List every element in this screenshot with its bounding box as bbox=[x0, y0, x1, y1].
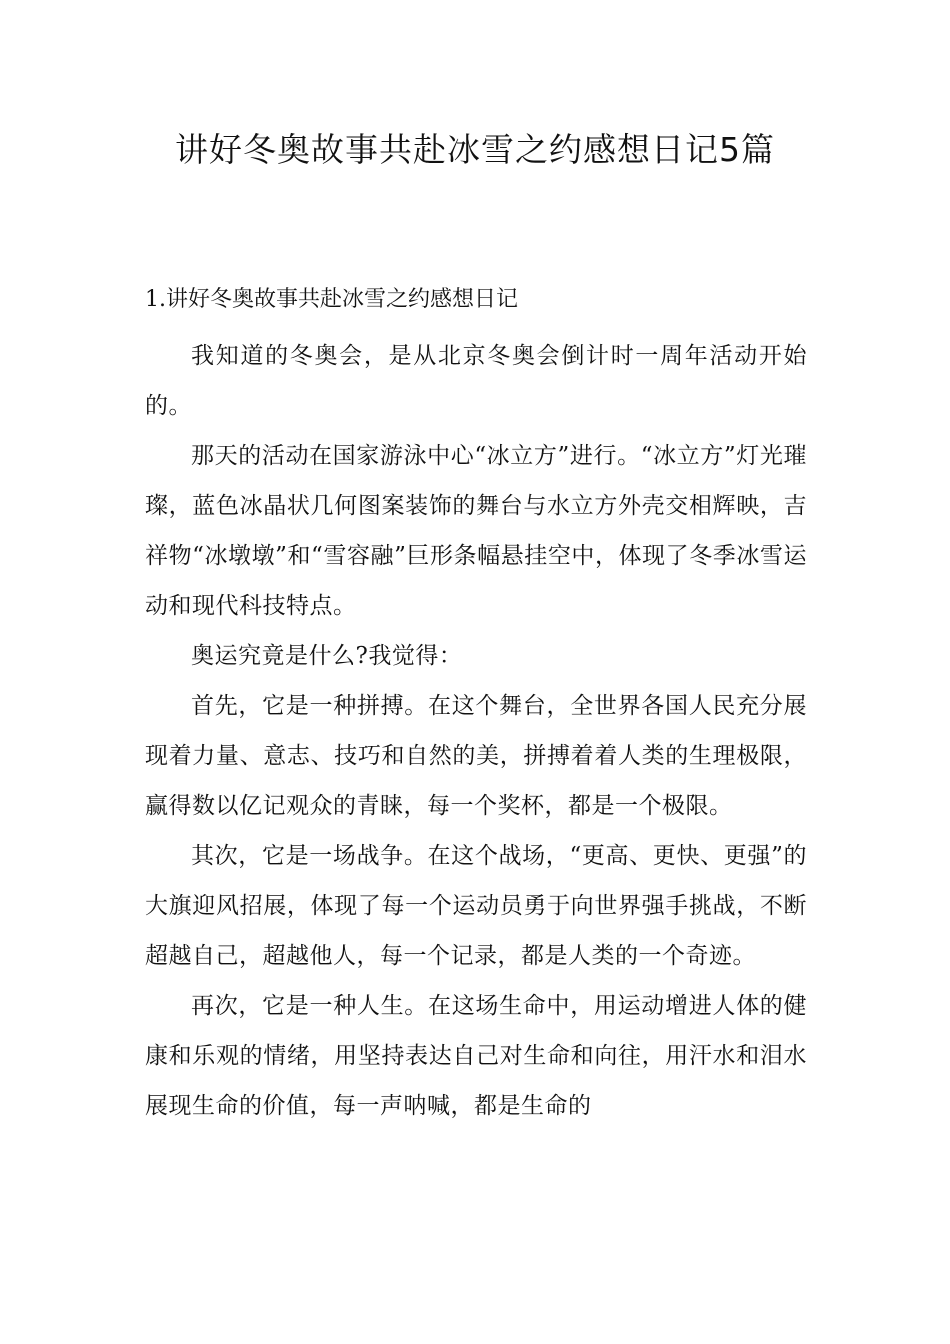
section-heading: 1.讲好冬奥故事共赴冰雪之约感想日记 bbox=[145, 287, 518, 312]
paragraph: 首先，它是一种拼搏。在这个舞台，全世界各国人民充分展现着力量、意志、技巧和自然的美，拼搏着着人类的生理极限，赢得数以亿记观众的青睐，每一个奖杯，都是一个极限。 bbox=[145, 693, 807, 819]
paragraph: 奥运究竟是什么?我觉得： bbox=[191, 643, 463, 669]
paragraph: 我知道的冬奥会，是从北京冬奥会倒计时一周年活动开始的。 bbox=[145, 343, 807, 419]
paragraph: 再次，它是一种人生。在这场生命中，用运动增进人体的健康和乐观的情绪，用坚持表达自己对生命和向往，用汗水和泪水展现生命的价值，每一声呐喊，都是生命的 bbox=[145, 993, 807, 1119]
body-text bbox=[145, 331, 807, 1131]
paragraph: 那天的活动在国家游泳中心“冰立方”进行。“冰立方”灯光璀璨，蓝色冰晶状几何图案装饰的舞台与水立方外壳交相辉映，吉祥物“冰墩墩”和“雪容融”巨形条幅悬挂空中，体现了冬季冰雪运动和现代科技特点。 bbox=[145, 443, 807, 619]
paragraph: 其次，它是一场战争。在这个战场，“更高、更快、更强”的大旗迎风招展，体现了每一个运动员勇于向世界强手挑战，不断超越自己，超越他人，每一个记录，都是人类的一个奇迹。 bbox=[145, 843, 807, 969]
document-title: 讲好冬奥故事共赴冰雪之约感想日记5篇 bbox=[175, 130, 775, 169]
